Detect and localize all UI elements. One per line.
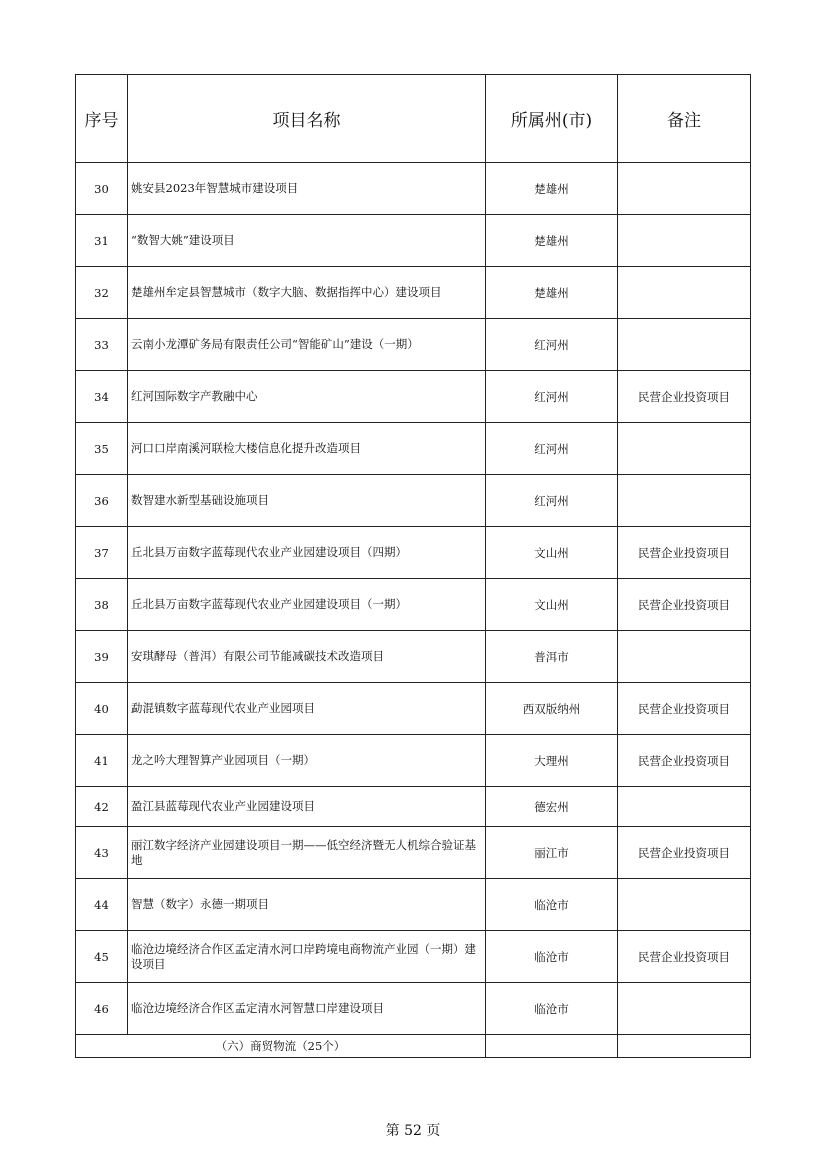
table-row xyxy=(76,215,751,267)
row-number: 38 xyxy=(76,579,128,631)
table-header-row xyxy=(76,75,751,163)
table-row xyxy=(76,423,751,475)
note xyxy=(618,983,751,1035)
table-row xyxy=(76,631,751,683)
prefecture: 文山州 xyxy=(486,527,618,579)
table-row xyxy=(76,475,751,527)
note xyxy=(618,163,751,215)
row-number: 41 xyxy=(76,735,128,787)
prefecture: 红河州 xyxy=(486,371,618,423)
row-number: 30 xyxy=(76,163,128,215)
note xyxy=(618,879,751,931)
table-row xyxy=(76,267,751,319)
table-row xyxy=(76,163,751,215)
prefecture: 临沧市 xyxy=(486,931,618,983)
table-row xyxy=(76,683,751,735)
table-row xyxy=(76,579,751,631)
table-row xyxy=(76,527,751,579)
table-row xyxy=(76,879,751,931)
prefecture: 大理州 xyxy=(486,735,618,787)
prefecture: 楚雄州 xyxy=(486,163,618,215)
header-no: 序号 xyxy=(76,75,128,163)
project-name: 龙之吟大理智算产业园项目（一期） xyxy=(128,735,486,787)
note: 民营企业投资项目 xyxy=(618,683,751,735)
project-table xyxy=(75,74,751,1058)
row-number: 36 xyxy=(76,475,128,527)
project-name: 丘北县万亩数字蓝莓现代农业产业园建设项目（四期） xyxy=(128,527,486,579)
project-name: 勐混镇数字蓝莓现代农业产业园项目 xyxy=(128,683,486,735)
prefecture: 红河州 xyxy=(486,475,618,527)
note: 民营企业投资项目 xyxy=(618,827,751,879)
row-number: 39 xyxy=(76,631,128,683)
row-number: 43 xyxy=(76,827,128,879)
project-name: 姚安县2023年智慧城市建设项目 xyxy=(128,163,486,215)
prefecture: 丽江市 xyxy=(486,827,618,879)
note: 民营企业投资项目 xyxy=(618,735,751,787)
table-row xyxy=(76,787,751,827)
project-name: 盈江县蓝莓现代农业产业园建设项目 xyxy=(128,787,486,827)
note xyxy=(618,475,751,527)
section-note xyxy=(618,1035,751,1058)
row-number: 31 xyxy=(76,215,128,267)
section-title: （六）商贸物流（25个） xyxy=(76,1035,486,1058)
project-name: 临沧边境经济合作区孟定清水河口岸跨境电商物流产业园（一期）建设项目 xyxy=(128,931,486,983)
row-number: 42 xyxy=(76,787,128,827)
header-prefecture: 所属州(市) xyxy=(486,75,618,163)
note xyxy=(618,631,751,683)
row-number: 35 xyxy=(76,423,128,475)
project-name: 云南小龙潭矿务局有限责任公司“智能矿山”建设（一期） xyxy=(128,319,486,371)
table-row xyxy=(76,319,751,371)
project-name: 河口口岸南溪河联检大楼信息化提升改造项目 xyxy=(128,423,486,475)
project-name: 丘北县万亩数字蓝莓现代农业产业园建设项目（一期） xyxy=(128,579,486,631)
table-row xyxy=(76,735,751,787)
note: 民营企业投资项目 xyxy=(618,579,751,631)
project-name: “数智大姚”建设项目 xyxy=(128,215,486,267)
prefecture: 文山州 xyxy=(486,579,618,631)
note xyxy=(618,319,751,371)
prefecture: 普洱市 xyxy=(486,631,618,683)
header-note: 备注 xyxy=(618,75,751,163)
header-name: 项目名称 xyxy=(128,75,486,163)
table-row xyxy=(76,931,751,983)
row-number: 37 xyxy=(76,527,128,579)
prefecture: 德宏州 xyxy=(486,787,618,827)
table-row xyxy=(76,827,751,879)
row-number: 44 xyxy=(76,879,128,931)
prefecture: 临沧市 xyxy=(486,983,618,1035)
table-row xyxy=(76,371,751,423)
note: 民营企业投资项目 xyxy=(618,527,751,579)
note: 民营企业投资项目 xyxy=(618,371,751,423)
row-number: 45 xyxy=(76,931,128,983)
note xyxy=(618,215,751,267)
note xyxy=(618,423,751,475)
row-number: 34 xyxy=(76,371,128,423)
prefecture: 红河州 xyxy=(486,319,618,371)
project-name: 安琪酵母（普洱）有限公司节能减碳技术改造项目 xyxy=(128,631,486,683)
prefecture: 临沧市 xyxy=(486,879,618,931)
prefecture: 楚雄州 xyxy=(486,267,618,319)
page-number: 第 52 页 xyxy=(385,1123,441,1139)
project-name: 楚雄州牟定县智慧城市（数字大脑、数据指挥中心）建设项目 xyxy=(128,267,486,319)
section-prefecture xyxy=(486,1035,618,1058)
table-row xyxy=(76,983,751,1035)
row-number: 46 xyxy=(76,983,128,1035)
project-name: 红河国际数字产教融中心 xyxy=(128,371,486,423)
project-name: 丽江数字经济产业园建设项目一期——低空经济暨无人机综合验证基地 xyxy=(128,827,486,879)
prefecture: 红河州 xyxy=(486,423,618,475)
row-number: 40 xyxy=(76,683,128,735)
section-row xyxy=(76,1035,751,1058)
note xyxy=(618,787,751,827)
prefecture: 楚雄州 xyxy=(486,215,618,267)
project-name: 数智建水新型基础设施项目 xyxy=(128,475,486,527)
project-name: 临沧边境经济合作区孟定清水河智慧口岸建设项目 xyxy=(128,983,486,1035)
prefecture: 西双版纳州 xyxy=(486,683,618,735)
note: 民营企业投资项目 xyxy=(618,931,751,983)
project-name: 智慧（数字）永德一期项目 xyxy=(128,879,486,931)
row-number: 33 xyxy=(76,319,128,371)
note xyxy=(618,267,751,319)
row-number: 32 xyxy=(76,267,128,319)
